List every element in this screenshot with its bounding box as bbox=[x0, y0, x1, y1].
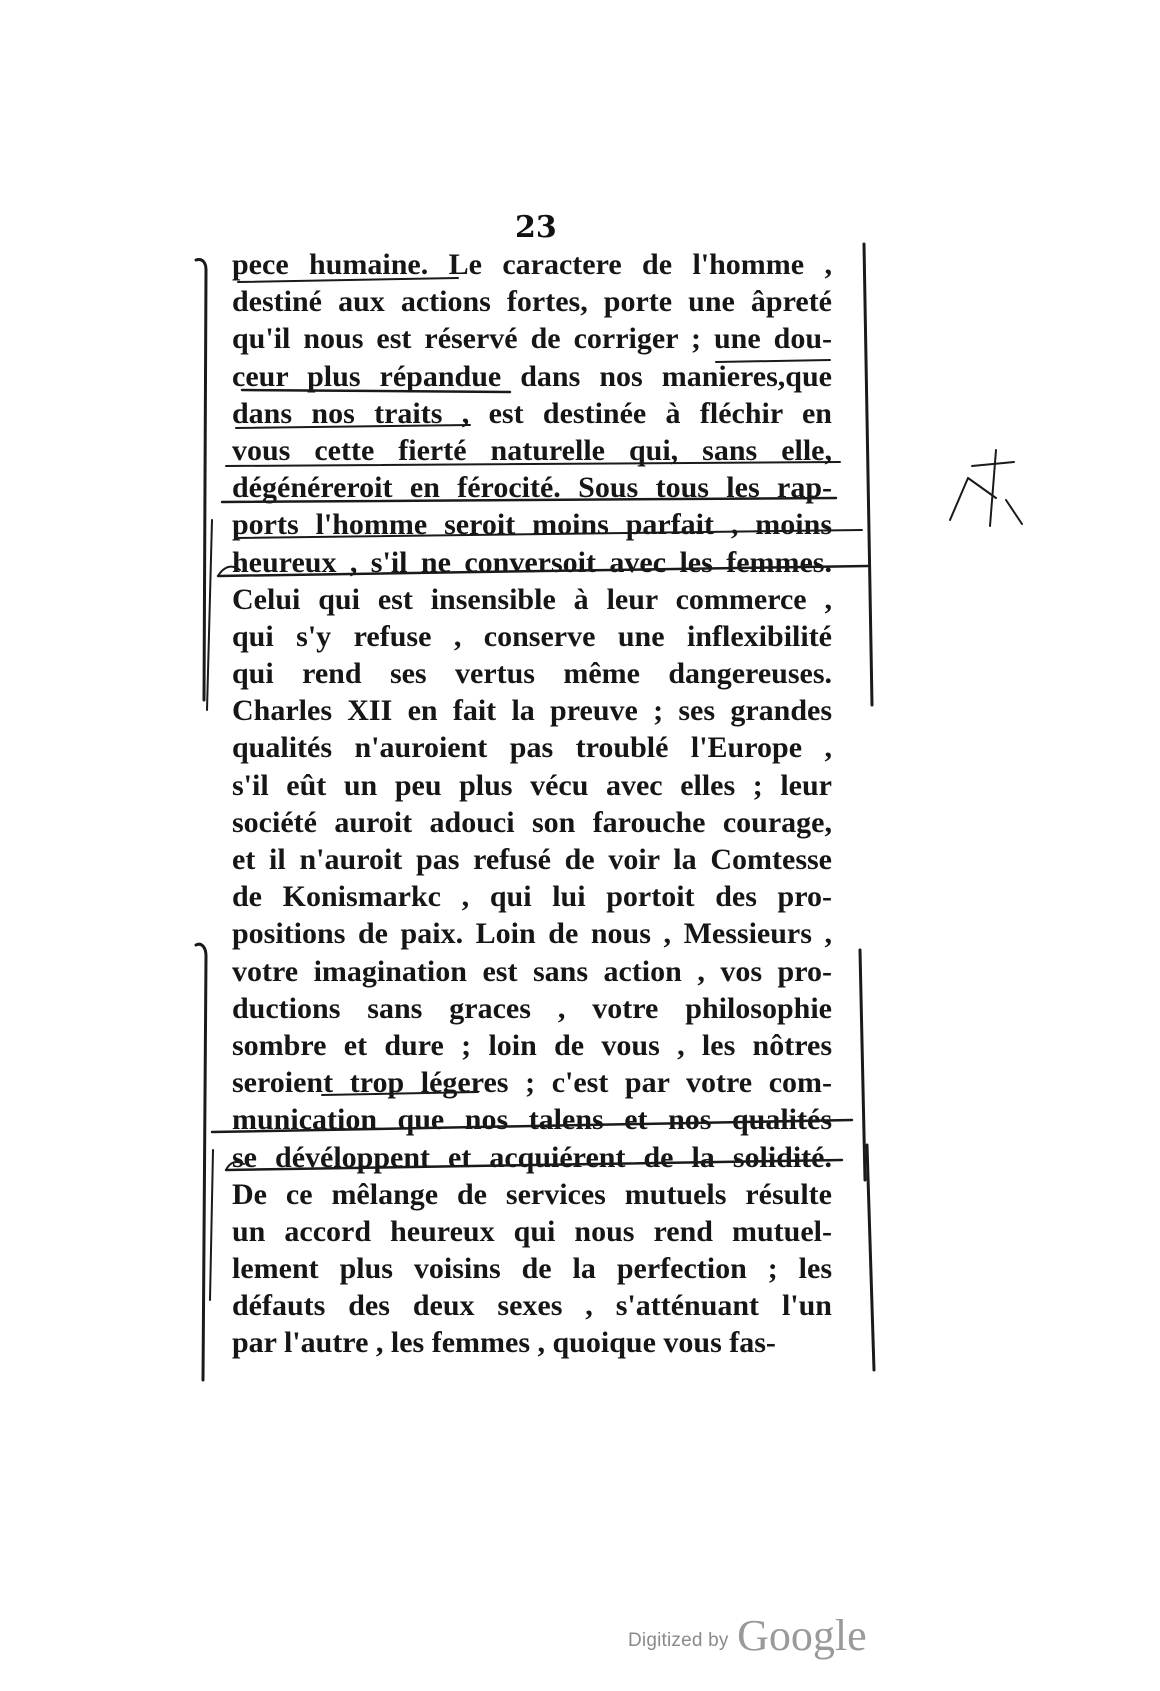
margin-character-mark bbox=[950, 478, 968, 520]
body-text bbox=[232, 246, 832, 1362]
text-line: société auroit adouci son farouche courage, bbox=[232, 805, 832, 839]
text-line: Celui qui est insensible à leur commerce , bbox=[232, 582, 832, 616]
text-line: lement plus voisins de la perfection ; les bbox=[232, 1252, 832, 1286]
left-bracket-mark bbox=[210, 1150, 213, 1300]
left-bracket-mark bbox=[207, 520, 212, 710]
text-line: un accord heureux qui nous rend mutuel- bbox=[232, 1214, 832, 1248]
margin-character-mark bbox=[1006, 500, 1022, 524]
margin-character-mark bbox=[968, 478, 996, 498]
text-line: et il n'auroit pas refusé de voir la Comtesse bbox=[232, 843, 832, 876]
text-line: pece humaine. Le caractere de l'homme , bbox=[232, 248, 832, 281]
text-line: qualités n'auroient pas troublé l'Europe , bbox=[232, 731, 832, 765]
text-line: défauts des deux sexes , s'atténuant l'un bbox=[232, 1289, 832, 1323]
text-line: destiné aux actions fortes, porte une âpreté bbox=[232, 285, 832, 319]
text-line: se dévéloppent et acquiérent de la solidité. bbox=[232, 1140, 832, 1174]
text-line: de Konismarkc , qui lui portoit des pro- bbox=[232, 880, 832, 914]
digitized-by-label: Digitized by bbox=[628, 1630, 729, 1651]
text-line: dégénéreroit en férocité. Sous tous les rap- bbox=[232, 471, 832, 505]
left-bracket-mark bbox=[196, 259, 206, 700]
text-line: s'il eût un peu plus vécu avec elles ; leur bbox=[232, 768, 832, 802]
text-line: ports l'homme seroit moins parfait , moins bbox=[232, 508, 832, 542]
text-line: seroient trop légeres ; c'est par votre com- bbox=[232, 1066, 832, 1100]
right-margin-mark bbox=[867, 1145, 874, 1370]
text-line: qui rend ses vertus même dangereuses. bbox=[232, 657, 832, 691]
left-bracket-mark bbox=[196, 944, 206, 1380]
text-line: qu'il nous est réservé de corriger ; une dou- bbox=[232, 322, 832, 356]
text-line: dans nos traits , est destinée à fléchir en bbox=[232, 396, 832, 430]
text-line: positions de paix. Loin de nous , Messieurs , bbox=[232, 917, 832, 951]
text-line: heureux , s'il ne conversoit avec les femmes. bbox=[232, 545, 832, 579]
margin-character-mark bbox=[990, 450, 996, 526]
text-line: qui s'y refuse , conserve une inflexibilité bbox=[232, 619, 832, 653]
digitized-by-watermark bbox=[628, 1610, 867, 1661]
text-line: ceur plus répandue dans nos manieres,que bbox=[232, 359, 832, 393]
google-logo: Google bbox=[737, 1611, 867, 1660]
right-margin-mark bbox=[860, 950, 865, 1180]
page-number: 23 bbox=[515, 210, 557, 245]
text-line: ductions sans graces , votre philosophie bbox=[232, 991, 832, 1025]
text-line: munication que nos talens et nos qualités bbox=[232, 1103, 832, 1137]
text-line: De ce mêlange de services mutuels résulte bbox=[232, 1177, 832, 1211]
text-line: vous cette fierté naturelle qui, sans elle, bbox=[232, 433, 832, 467]
text-line: par l'autre , les femmes , quoique vous fas- bbox=[232, 1326, 776, 1360]
text-line: votre imagination est sans action , vos pro- bbox=[232, 954, 832, 988]
text-line: Charles XII en fait la preuve ; ses grandes bbox=[232, 694, 832, 728]
margin-character-mark bbox=[972, 462, 1014, 466]
text-line: sombre et dure ; loin de vous , les nôtres bbox=[232, 1028, 832, 1062]
right-margin-mark bbox=[864, 244, 872, 705]
